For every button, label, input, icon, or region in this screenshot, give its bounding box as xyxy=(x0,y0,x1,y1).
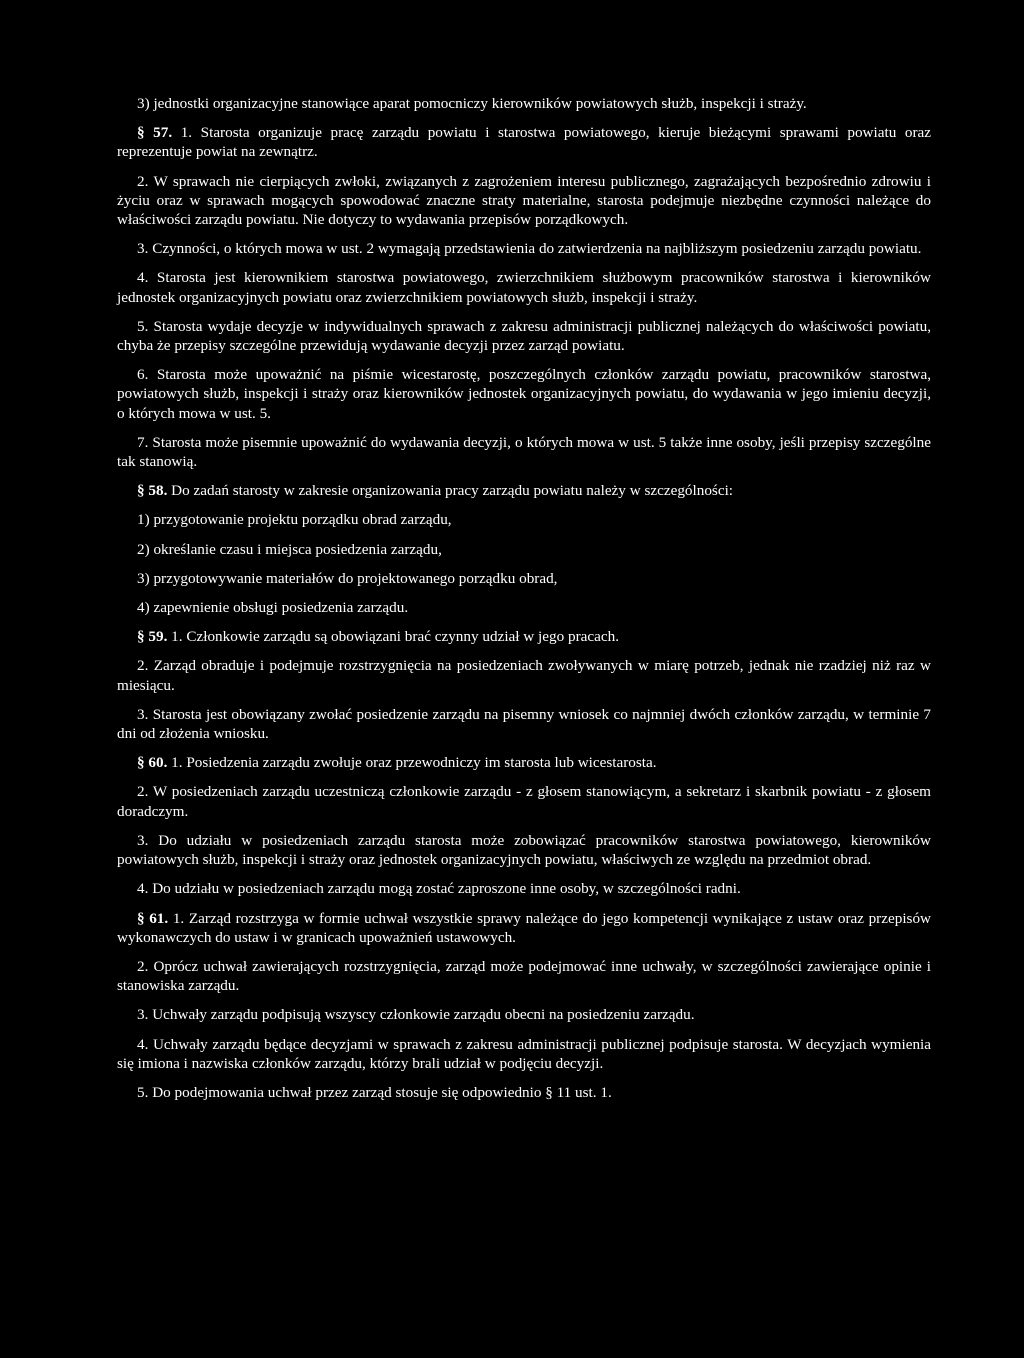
paragraph-text: 4. Starosta jest kierownikiem starostwa powiatowego, zwierzchnikiem służbowym pracowników starostwa i kierowników jednostek organizacyjnych powiatu oraz zwierzchnikiem powiatowych służb, inspekcji i straży. xyxy=(117,269,931,306)
paragraph-text: 2. Oprócz uchwał zawierających rozstrzygnięcia, zarząd może podejmować inne uchwały, w szczególności zawierające opinie i stanowiska zarządu. xyxy=(117,957,931,995)
paragraph xyxy=(117,365,931,423)
paragraph-text: 1. Posiedzenia zarządu zwołuje oraz przewodniczy im starosta lub wicestarosta. xyxy=(167,754,657,772)
section-marker: § 58. xyxy=(137,482,168,500)
paragraph-text: 1. Starosta organizuje pracę zarządu powiatu i starostwa powiatowego, kieruje bieżącymi sprawami powiatu oraz reprezentuje powiat na zewnątrz. xyxy=(117,124,931,161)
section-marker: § 59. xyxy=(137,628,168,646)
paragraph xyxy=(117,1035,931,1073)
paragraph-text: 3) przygotowywanie materiałów do projektowanego porządku obrad, xyxy=(137,569,558,587)
paragraph-text: 2. W posiedzeniach zarządu uczestniczą członkowie zarządu - z głosem stanowiącym, a sekretarz i skarbnik powiatu - z głosem doradczym. xyxy=(117,783,931,820)
paragraph xyxy=(117,433,931,471)
paragraph-text: 2) określanie czasu i miejsca posiedzenia zarządu, xyxy=(137,540,442,558)
paragraph xyxy=(117,831,931,869)
paragraph xyxy=(117,1005,931,1024)
paragraph-text: 5. Starosta wydaje decyzje w indywidualnych sprawach z zakresu administracji publicznej należących do właściwości powiatu, chyba że przepisy szczególne przewidują wydawanie decyzji przez zarząd powiatu. xyxy=(117,317,931,355)
paragraph xyxy=(117,879,931,898)
section-marker: § 57. xyxy=(137,124,173,142)
list-item xyxy=(117,598,931,617)
list-item xyxy=(117,569,931,588)
paragraph-text: 4. Do udziału w posiedzeniach zarządu mogą zostać zaproszone inne osoby, w szczególności radni. xyxy=(137,880,741,898)
paragraph xyxy=(117,627,931,646)
paragraph-text: 2. Zarząd obraduje i podejmuje rozstrzygnięcia na posiedzeniach zwoływanych w miarę potrzeb, jednak nie rzadziej niż raz w miesiącu. xyxy=(117,657,931,694)
paragraph-text: 3. Do udziału w posiedzeniach zarządu starosta może zobowiązać pracowników starostwa powiatowego, kierowników powiatowych służb, inspekcji i straży oraz jednostek organizacyjnych powiatu, właściwych ze względu na przedmiot obrad. xyxy=(117,831,931,869)
paragraph-text: 3. Czynności, o których mowa w ust. 2 wymagają przedstawienia do zatwierdzenia na najbliższym posiedzeniu zarządu powiatu. xyxy=(137,240,922,258)
list-item xyxy=(117,510,931,529)
paragraph xyxy=(117,656,931,694)
paragraph-text: 1. Członkowie zarządu są obowiązani brać czynny udział w jego pracach. xyxy=(167,628,620,646)
paragraph xyxy=(117,94,931,113)
paragraph-text: 3. Starosta jest obowiązany zwołać posiedzenie zarządu na pisemny wniosek co najmniej dwóch członków zarządu, w terminie 7 dni od złożenia wniosku. xyxy=(117,705,931,743)
paragraph-text: 1) przygotowanie projektu porządku obrad zarządu, xyxy=(137,511,452,529)
paragraph xyxy=(117,753,931,772)
paragraph xyxy=(117,317,931,355)
paragraph xyxy=(117,123,931,161)
paragraph-text: 5. Do podejmowania uchwał przez zarząd stosuje się odpowiednio § 11 ust. 1. xyxy=(137,1083,612,1101)
document-page xyxy=(117,94,931,1112)
paragraph xyxy=(117,782,931,820)
paragraph-text: 3. Uchwały zarządu podpisują wszyscy członkowie zarządu obecni na posiedzeniu zarządu. xyxy=(137,1006,695,1024)
paragraph xyxy=(117,268,931,306)
paragraph xyxy=(117,705,931,743)
section-marker: § 61. xyxy=(137,909,169,927)
paragraph xyxy=(117,909,931,947)
paragraph-text: 2. W sprawach nie cierpiących zwłoki, związanych z zagrożeniem interesu publicznego, zagrażających bezpośrednio zdrowiu i życiu oraz w sprawach mogących spowodować znaczne straty materialne, starosta podejmuje niezbędne czynności należące do właściwości zarządu powiatu. Nie dotyczy to wydawania przepisów porządkowych. xyxy=(117,172,931,229)
paragraph-text: 4) zapewnienie obsługi posiedzenia zarządu. xyxy=(137,599,409,617)
paragraph xyxy=(117,1083,931,1102)
paragraph-text: 1. Zarząd rozstrzyga w formie uchwał wszystkie sprawy należące do jego kompetencji wynikające z ustaw oraz przepisów wykonawczych do ustaw i w granicach upoważnień ustawowych. xyxy=(117,909,932,946)
paragraph xyxy=(117,957,931,995)
paragraph xyxy=(117,481,931,500)
paragraph-text: 7. Starosta może pisemnie upoważnić do wydawania decyzji, o których mowa w ust. 5 także inne osoby, jeśli przepisy szczególne tak stanowią. xyxy=(117,433,931,471)
paragraph-text: 4. Uchwały zarządu będące decyzjami w sprawach z zakresu administracji publicznej podpisuje starosta. W decyzjach wymienia się imiona i nazwiska członków zarządu, którzy brali udział w podjęciu decyzji. xyxy=(117,1035,931,1072)
paragraph xyxy=(117,172,931,230)
paragraph xyxy=(117,239,931,258)
list-item xyxy=(117,540,931,559)
paragraph-text: Do zadań starosty w zakresie organizowania pracy zarządu powiatu należy w szczególności: xyxy=(167,482,734,500)
paragraph-text: 6. Starosta może upoważnić na piśmie wicestarostę, poszczególnych członków zarządu powiatu, pracowników starostwa, powiatowych służb, inspekcji i straży oraz kierowników jednostek organizacyjnych powiatu, do wydawania w jego imieniu decyzji, o których mowa w ust. 5. xyxy=(117,366,931,422)
section-marker: § 60. xyxy=(137,754,168,772)
paragraph-text: 3) jednostki organizacyjne stanowiące aparat pomocniczy kierowników powiatowych służb, inspekcji i straży. xyxy=(137,95,807,112)
